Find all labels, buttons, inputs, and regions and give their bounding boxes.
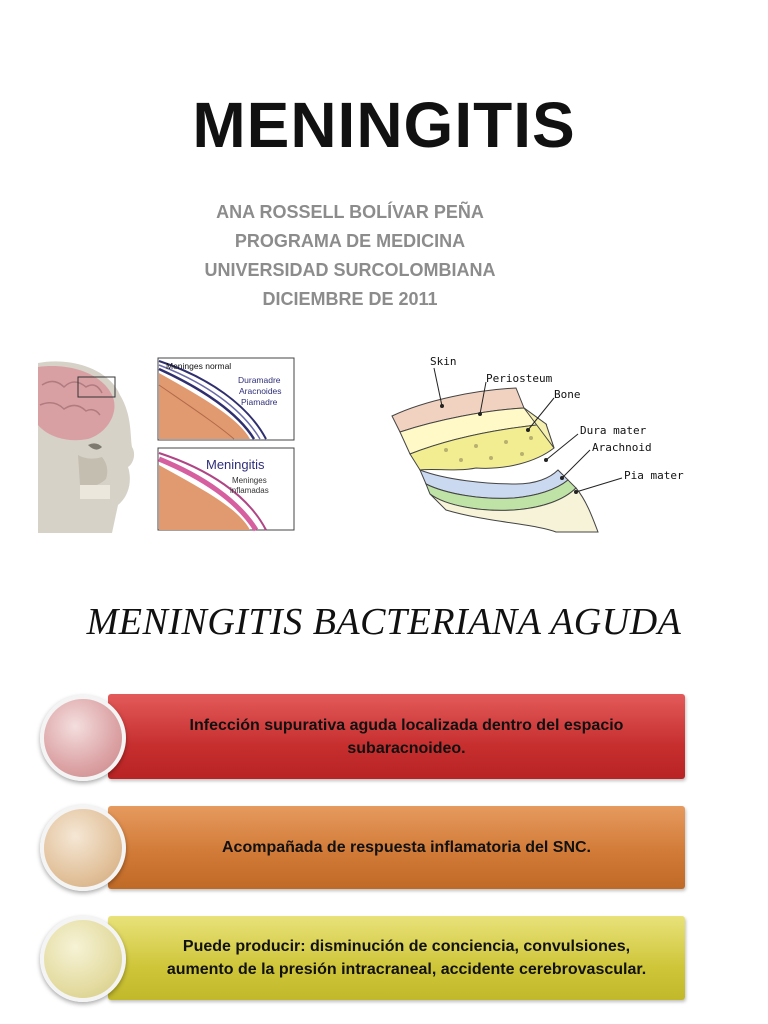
point-box-3 <box>108 916 685 1000</box>
inflamed-caption-line2: inflamadas <box>230 486 269 495</box>
inflamed-caption-line1: Meninges <box>232 476 267 485</box>
point-bullet-2 <box>40 805 126 891</box>
point-text-1: Infección supurativa aguda localizada dentro del espacio subaracnoideo. <box>189 716 624 757</box>
label-arachnoid: Arachnoid <box>592 441 652 454</box>
point-bullet-3 <box>40 916 126 1002</box>
meninges-comparison-figure <box>38 355 298 533</box>
label-periosteum: Periosteum <box>486 372 553 385</box>
point-box-2 <box>108 806 685 889</box>
inflamed-heading: Meningitis <box>206 457 265 472</box>
section-title: MENINGITIS BACTERIANA AGUDA <box>86 601 682 643</box>
presentation-date: DICIEMBRE DE 2011 <box>262 289 438 309</box>
cranial-layers-figure <box>386 350 696 535</box>
point-bullet-1 <box>40 695 126 781</box>
label-dura-mater: Dura mater <box>580 424 647 437</box>
skull-illustration <box>38 355 140 533</box>
label-duramadre: Duramadre <box>238 375 281 385</box>
university-name: UNIVERSIDAD SURCOLOMBIANA <box>204 260 496 280</box>
label-pia-mater: Pia mater <box>624 469 684 482</box>
author-name: ANA ROSSELL BOLÍVAR PEÑA <box>216 202 484 222</box>
slide-title: MENINGITIS <box>192 89 576 161</box>
label-aracnoides: Aracnoides <box>239 386 282 396</box>
layer-cross-section <box>392 388 598 532</box>
normal-meninges-panel <box>158 358 294 440</box>
program-name: PROGRAMA DE MEDICINA <box>234 231 466 251</box>
normal-meninges-heading: Meninges normal <box>166 361 232 371</box>
point-text-3: Puede producir: disminución de conciencia, convulsiones, aumento de la presión intracraneal, accidente cerebrovascular. <box>166 938 647 978</box>
author-block <box>150 198 550 314</box>
point-box-1 <box>108 694 685 779</box>
point-text-2: Acompañada de respuesta inflamatoria del SNC. <box>222 839 591 856</box>
label-bone: Bone <box>554 388 581 401</box>
inflamed-meninges-panel <box>158 448 294 530</box>
label-piamadre: Piamadre <box>241 397 278 407</box>
label-skin: Skin <box>430 355 457 368</box>
